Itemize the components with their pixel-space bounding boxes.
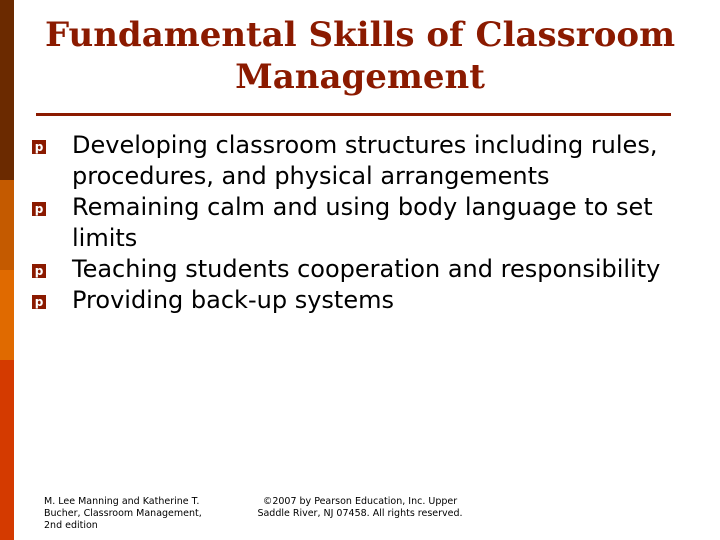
side-bar-segment (0, 360, 14, 540)
bullet-list (32, 130, 692, 316)
bullet-text: Remaining calm and using body language to set limits (72, 193, 653, 252)
bullet-text: Providing back-up systems (72, 286, 394, 314)
bullet-text: Developing classroom structures including rules, procedures, and physical arrangements (72, 131, 658, 190)
side-bar-segment (0, 180, 14, 270)
decorative-side-bar (0, 0, 14, 540)
bullet-item (32, 254, 692, 285)
bullet-marker-icon: p (32, 140, 46, 154)
side-bar-segment (0, 0, 14, 180)
bullet-marker-icon: p (32, 295, 46, 309)
bullet-item (32, 192, 692, 254)
bullet-marker-icon: p (32, 202, 46, 216)
title-divider (36, 113, 671, 116)
footer-citation: M. Lee Manning and Katherine T. Bucher, Classroom Management, 2nd edition (44, 496, 202, 531)
bullet-marker-icon: p (32, 264, 46, 278)
bullet-item (32, 130, 692, 192)
slide-title: Fundamental Skills of Classroom Management (44, 15, 676, 97)
side-bar-segment (0, 270, 14, 360)
bullet-item (32, 285, 692, 316)
bullet-text: Teaching students cooperation and responsibility (72, 255, 661, 283)
footer-copyright: ©2007 by Pearson Education, Inc. Upper Saddle River, NJ 07458. All rights reserved. (257, 496, 463, 519)
